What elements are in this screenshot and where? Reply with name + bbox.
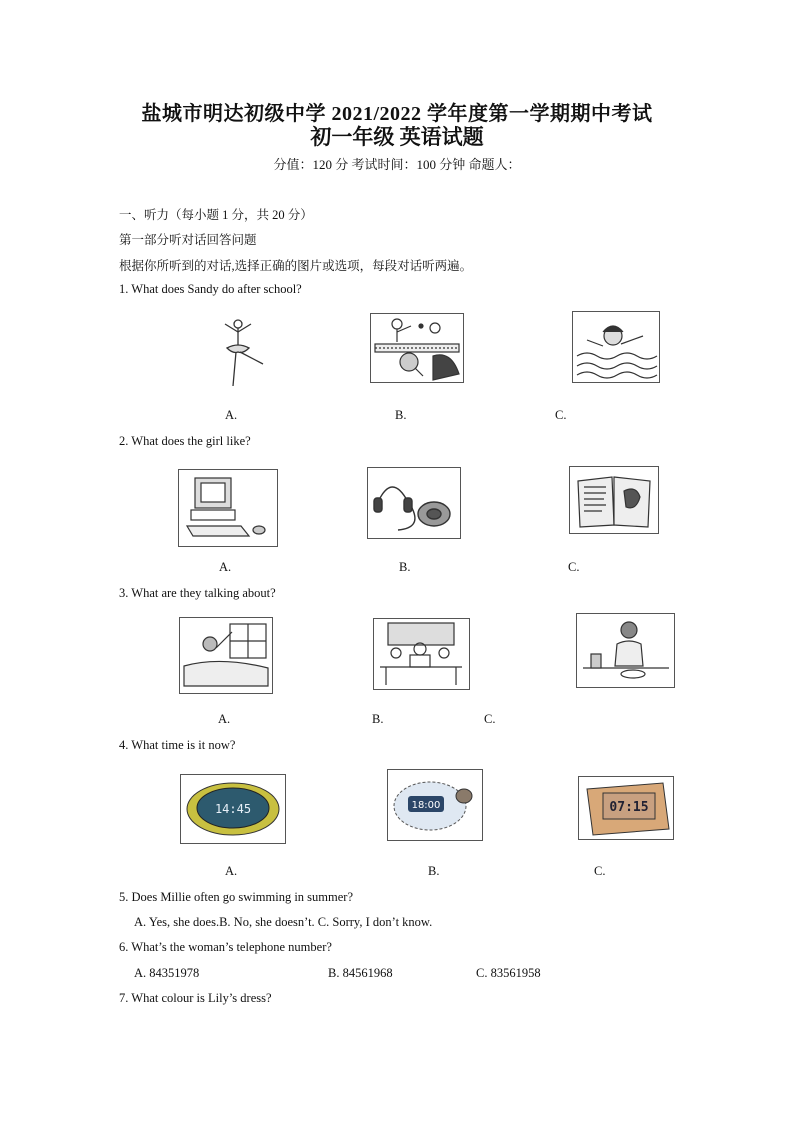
question-5: 5. Does Millie often go swimming in summer? [119, 890, 354, 904]
question-3: 3. What are they talking about? [119, 586, 276, 600]
q6-option-c[interactable]: C. 83561958 [476, 966, 541, 980]
q3-option-a[interactable]: A. [218, 712, 231, 726]
q2-option-b[interactable]: B. [399, 560, 411, 574]
book-image [569, 466, 659, 534]
q1-option-a[interactable]: A. [225, 408, 238, 422]
question-1: 1. What does Sandy do after school? [119, 282, 302, 296]
clock-a-time: 14:45 [214, 802, 252, 816]
swimming-image [572, 311, 660, 383]
breakfast-image [576, 613, 675, 688]
instruction-text: 根据你所听到的对话,选择正确的图片或选项，每段对话听两遍。 [119, 259, 473, 273]
clock-c-time: 07:15 [609, 800, 649, 815]
question-4: 4. What time is it now? [119, 738, 236, 752]
waking-up-image [179, 617, 273, 694]
q4-option-a[interactable]: A. [225, 864, 238, 878]
q5-options[interactable]: A. Yes, she does.B. No, she doesn’t. C. Sorry, I don’t know. [134, 915, 433, 929]
ballet-dancer-image [205, 308, 277, 390]
computer-image [178, 469, 278, 547]
q6-option-a[interactable]: A. 84351978 [134, 966, 200, 980]
q2-option-a[interactable]: A. [219, 560, 232, 574]
clock-b-image [387, 769, 483, 841]
question-7: 7. What colour is Lily’s dress? [119, 991, 272, 1005]
q6-option-b[interactable]: B. 84561968 [328, 966, 393, 980]
clock-b-time: 18:00 [411, 800, 441, 811]
exam-title: 盐城市明达初级中学 2021/2022 学年度第一学期期中考试 [141, 103, 653, 125]
q4-option-c[interactable]: C. [594, 864, 606, 878]
question-2: 2. What does the girl like? [119, 434, 251, 448]
exam-subtitle: 初一年级 英语试题 [310, 125, 484, 149]
clock-c-image [578, 776, 674, 840]
q3-option-b[interactable]: B. [372, 712, 384, 726]
section-heading: 一、听力（每小题 1 分，共 20 分） [119, 208, 313, 222]
headphones-image [367, 467, 461, 539]
question-6: 6. What’s the woman’s telephone number? [119, 940, 332, 954]
q1-option-b[interactable]: B. [395, 408, 407, 422]
score-info: 分值：120 分 考试时间：100 分钟 命题人： [273, 157, 521, 172]
q3-option-c[interactable]: C. [484, 712, 496, 726]
q2-option-c[interactable]: C. [568, 560, 580, 574]
q4-option-b[interactable]: B. [428, 864, 440, 878]
q1-option-c[interactable]: C. [555, 408, 567, 422]
table-tennis-image [370, 313, 464, 383]
classroom-image [373, 618, 470, 690]
clock-a-image [180, 774, 286, 844]
part-heading: 第一部分听对话回答问题 [119, 233, 257, 247]
